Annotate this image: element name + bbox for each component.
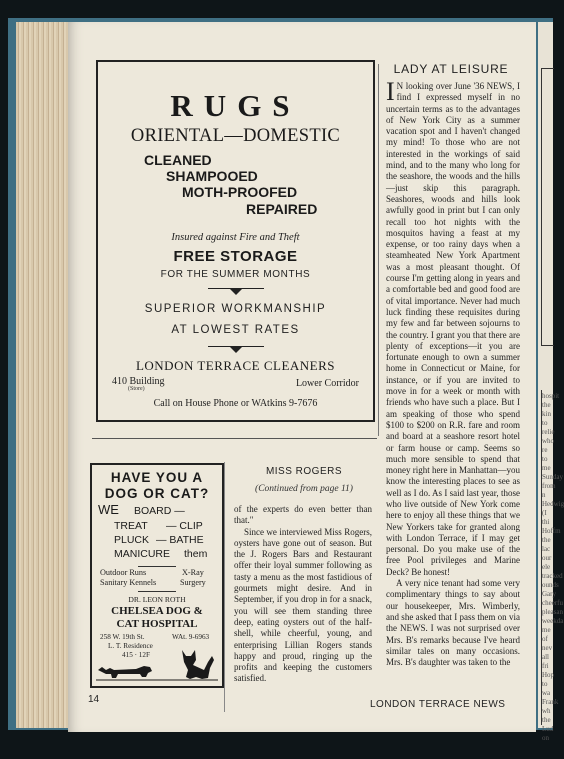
we-label: WE [98,502,119,517]
hospital-name-1: CHELSEA DOG & [111,605,203,617]
article-paragraph: of the experts do even better than that." [234,504,372,526]
lady-at-leisure-heading: LADY AT LEISURE [393,62,509,76]
insured-note: Insured against Fire and Theft [171,232,300,243]
residence-number: 415 · 12F [122,651,150,659]
company-name: LONDON TERRACE CLEANERS [135,358,336,373]
dog-title-1: HAVE YOU A [110,470,204,485]
rugs-title: RUGS [170,88,301,123]
article-paragraph: A very nice tenant had some very complimentary things to say about our housekeeper, Mrs. Wimberly, and she asked that I pass them on via the NEWS. I was not surprised over Mrs. B's remarks because I've heard similar tales on many occasions. Mrs. B's daughter was taken to the [386,578,520,668]
sanitary-kennels: Sanitary Kennels [100,578,157,587]
building-label: 410 Building [112,376,165,387]
column-rule [378,64,379,436]
dog-divider [138,566,176,567]
divider-triangle-2 [230,347,242,353]
hospital-name-2: CAT HOSPITAL [116,618,198,630]
xray: X-Ray [182,568,204,577]
outdoor-runs: Outdoor Runs [100,568,147,577]
board-label: BOARD — [134,505,185,517]
article-paragraph [386,77,520,578]
rugs-advertisement [96,60,375,422]
drop-cap: I [386,77,395,106]
corridor-label: Lower Corridor [295,378,359,389]
hospital-address: 258 W. 19th St. [100,633,145,641]
continued-note: (Continued from page 11) [255,484,353,494]
service-cleaned: CLEANED [144,152,212,168]
section-rule [92,438,377,439]
treat-label: TREAT [114,520,148,532]
page-number: 14 [88,694,100,705]
surgery: Surgery [180,578,206,587]
bathe-label: — BATHE [156,534,204,546]
page-edges [16,22,72,728]
clip-label: — CLIP [166,520,203,532]
summer-months: FOR THE SUMMER MONTHS [160,269,311,280]
them-label: them [184,548,208,560]
footer-title: LONDON TERRACE NEWS [370,699,506,710]
doctor-name: DR. LEON ROTH [128,595,186,604]
column-rule-lower [224,462,225,712]
dog-cat-advertisement [90,463,224,688]
facing-page-border [541,68,554,346]
residence-label: L. T. Residence [108,642,153,650]
facing-page-text: hospit the kin to relie who re to me Sunday from n Hedwig (I thi Hoffm the lac our ele tracked ounds Gary cheerfu pleasan weekda me of nev all fri Hop to wa Frank wh the Lud on [542,392,564,742]
pluck-label: PLUCK [114,534,150,546]
divider-triangle [230,289,242,295]
dog-divider-2 [138,591,176,592]
service-repaired: REPAIRED [246,201,318,217]
article-paragraph: Since we interviewed Miss Rogers, oysters have gone out of season. But the J. Rogers Bars and Restaurant offer their loyal summer following as tasty a menu as the most fastidious of gourmets might desire. And in September, if you drop in for a snack, you will see them standing three deep, eating oysters out of the half-shell, while cheerful, young, and enterprising Lillian Rogers stands happy and proud, ringing up the profits and keeping the customers satisfied. [234,526,372,684]
lowest-rates: AT LOWEST RATES [171,324,300,336]
free-storage: FREE STORAGE [173,248,298,265]
service-shampooed: SHAMPOOED [166,168,258,184]
store-label: (Store) [128,386,145,392]
miss-rogers-article [234,504,372,685]
paragraph-text: N looking over June '36 NEWS, I find I expressed myself in no uncertain terms as to the advantages of New York City as a summer vacation spot and I haven't changed my mind! To those who are not interested in the workings of said mind, and to the many who long for the seashore, the woods and the hills—just skip this paragraph. Seashores, woods and hills look awfully good in print but I can only recall too hot nights with the mosquitos having a feast at my expense, or too rainy days when a steamheated New York Apartment was a most pleasant thought. Of course I'm getting along in years and a comfortable bed and good food are of vital importance. Never had much luck finding these requisites during my few and far between sojourns to the country. I grant you that there are plenty of exceptions—it you are fortunate enough to own a summer home in Connecticut or Maine, for instance, or if you are invited to move in for a week or month with friends who have such a place. But I am speaking of those who spend $100 to $200 on R.R. fare and room and board at a seashore resort hotel or farm house or camp. Seems so much more sensible to spend that money right here in Manhattan—you know the interesting places to see as well as I do. As I said last year, those who live outside of New York come here to enjoy all these things that we New Yorkers take for granted along with London Terrace, if I may get personal. Do you make use of the free Pool privileges and Marine Deck? Be honest! [386,81,520,577]
phone-line: Call on House Phone or WAtkins 9-7676 [153,398,318,409]
dog-title-2: DOG OR CAT? [104,486,210,501]
service-moth-proofed: MOTH-PROOFED [182,184,298,200]
lady-at-leisure-article [386,77,520,668]
dog-cat-silhouette-icon [96,648,218,684]
miss-rogers-heading: MISS ROGERS [265,466,343,477]
manicure-label: MANICURE [114,548,171,560]
rugs-subtitle: ORIENTAL—DOMESTIC [130,126,341,146]
superior-workmanship: SUPERIOR WORKMANSHIP [144,303,327,315]
hospital-phone: WAt. 9-6963 [172,633,210,641]
